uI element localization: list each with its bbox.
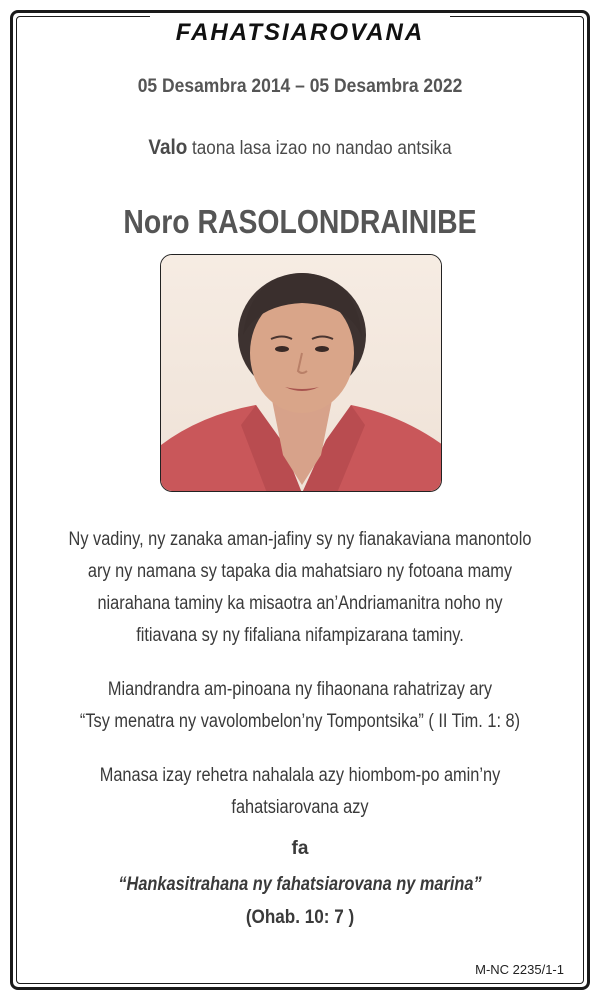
publication-reference-code: M-NC 2235/1-1 [475,962,564,977]
deceased-name: Noro RASOLONDRAINIBE [123,203,477,240]
fa-word: fa [291,838,309,859]
years-since-passing [48,136,552,160]
portrait-illustration [161,255,442,492]
verse-line: Miandrandra am-pinoana ny fihaonana rahatrizay ary [107,679,493,700]
thanks-line: niarahana taminy ka misaotra an’Andriamanitra noho ny [97,593,503,614]
memorial-dates: 05 Desambra 2014 – 05 Desambra 2022 [137,76,463,97]
thanks-line: fitiavana sy ny fifaliana nifampizarana taminy. [136,625,464,646]
verse-paragraph [20,674,580,738]
years-count-word: Valo [148,136,188,159]
thanks-line: Ny vadiny, ny zanaka aman-jafiny sy ny fianakaviana manontolo [68,529,532,550]
notice-title: FAHATSIAROVANA [150,14,450,52]
portrait-photo [160,254,442,492]
thanks-line: ary ny namana sy tapaka dia mahatsiaro ny fotoana mamy [87,561,513,582]
memory-line: fahatsiarovana azy [231,797,369,818]
memory-paragraph [20,760,580,824]
proverb-reference: (Ohab. 10: 7 ) [245,907,355,928]
thanks-paragraph [20,524,580,652]
proverb-quote: “Hankasitrahana ny fahatsiarovana ny marina” [118,874,482,895]
years-since-text: taona lasa izao no nandao antsika [192,138,452,159]
memory-line: Manasa izay rehetra nahalala azy hiombom-po amin’ny [99,765,501,786]
verse-line: “Tsy menatra ny vavolombelon’ny Tompontsika” ( II Tim. 1: 8) [79,711,521,732]
